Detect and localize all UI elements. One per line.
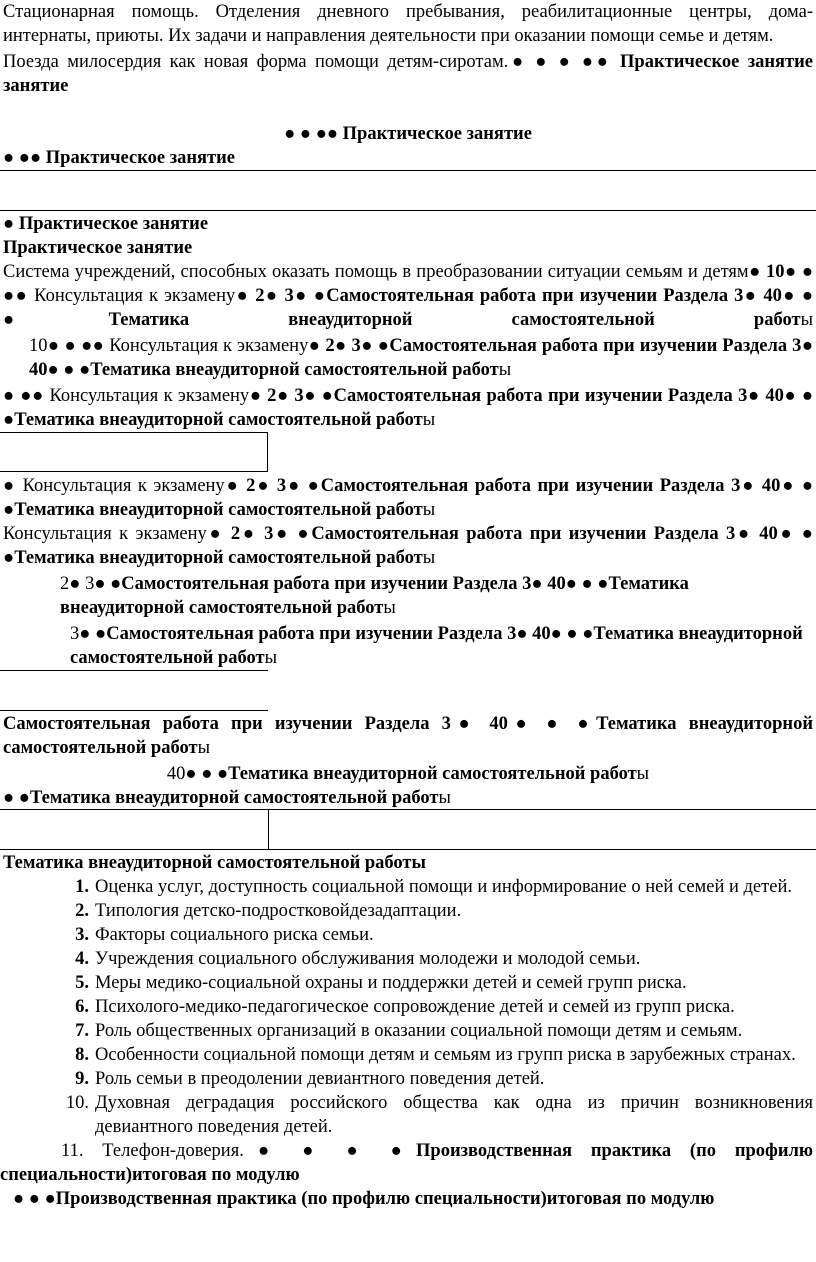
production-practice-label-cont: специальности)итоговая по модулю bbox=[0, 1165, 300, 1185]
list-item bbox=[3, 1019, 813, 1043]
bullet-dots: ● 40● ● ● bbox=[29, 336, 813, 380]
bullet-dots: ● 10● ● ●● bbox=[3, 262, 814, 306]
theme-label: Тематика внеаудиторной самостоятельной работ bbox=[14, 548, 423, 568]
self-work-label: Самостоятельная работа при изучении Раздела 3 bbox=[3, 714, 451, 734]
theme-label: Тематика внеаудиторной самостоятельной работ bbox=[14, 500, 423, 520]
bullet-dots: ● 40● ● ● bbox=[3, 386, 813, 430]
theme-label: Тематика внеаудиторной самостоятельной работ bbox=[14, 410, 423, 430]
self-work-label: Самостоятельная работа при изучении Раздела 3 bbox=[320, 476, 741, 496]
list-text: Телефон-доверия. bbox=[102, 1141, 244, 1161]
intro-paragraph: Стационарная помощь. Отделения дневного пребывания, реабилитационные центры, дома-интернаты, приюты. Их задачи и направления деятельности при оказании помощи семье и детям. bbox=[3, 2, 813, 46]
consult-line bbox=[3, 384, 813, 432]
practice-line bbox=[3, 146, 813, 170]
number: 40 bbox=[166, 764, 186, 784]
bullet-dots: ● ● bbox=[94, 574, 122, 594]
theme-line-centered bbox=[3, 762, 813, 786]
empty-box bbox=[0, 432, 268, 472]
list-item bbox=[3, 923, 813, 947]
theme-label-tail: ы bbox=[498, 360, 512, 380]
theme-heading bbox=[3, 851, 813, 875]
bullet-dots: ● ● ● bbox=[185, 764, 229, 784]
bullet-dots: ● 40● ● ● bbox=[531, 574, 609, 594]
list-item bbox=[3, 899, 813, 923]
self-work-line bbox=[3, 572, 813, 620]
practice-label: Практическое занятие bbox=[18, 214, 209, 234]
vertical-divider bbox=[268, 809, 269, 849]
bullet-dots: ● 40● ● ● bbox=[516, 624, 594, 644]
list-number: 4. bbox=[75, 949, 89, 969]
consult-label: Консультация к экзамену bbox=[34, 286, 236, 306]
practice-label: Практическое занятие bbox=[342, 124, 532, 144]
theme-label-tail: ы bbox=[197, 738, 210, 758]
self-work-label: Самостоятельная работа при изучении Раздела 3 bbox=[106, 624, 517, 644]
bullet-dots: ● ● bbox=[79, 624, 107, 644]
production-practice-label: Производственная практика (по профилю специальности)итоговая по модулю bbox=[55, 1189, 715, 1209]
bullet-dots: ● ● ●● bbox=[284, 124, 339, 144]
theme-label-tail: ы bbox=[438, 788, 451, 808]
bullet-dots: ● ● ● ●● bbox=[508, 52, 612, 72]
theme-label: Тематика внеаудиторной самостоятельной работ bbox=[108, 310, 801, 330]
list-number: 6. bbox=[75, 997, 89, 1017]
theme-label-tail: ы bbox=[422, 548, 436, 568]
bullet-dots: ● ● ● bbox=[13, 1189, 56, 1209]
topics-list-container bbox=[0, 875, 814, 1211]
theme-label: Тематика внеаудиторной самостоятельной работ bbox=[90, 360, 499, 380]
theme-label: Тематика внеаудиторной самостоятельной работ bbox=[70, 624, 803, 668]
number: 10 bbox=[29, 336, 48, 356]
bullet-dots: ● 40● ● ● bbox=[3, 286, 813, 330]
theme-label: Тематика внеаудиторной самостоятельной работ bbox=[29, 788, 439, 808]
consult-line bbox=[3, 522, 813, 570]
self-work-label: Самостоятельная работа при изучении Раздела 3 bbox=[311, 524, 736, 544]
production-practice-label: Производственная практика (по профилю bbox=[416, 1141, 814, 1161]
bullet-dots: ● ● ● ● bbox=[243, 1141, 417, 1161]
consult-label: Консультация к экзамену bbox=[3, 524, 207, 544]
bullet-dots: ● 40● ● ● bbox=[450, 714, 597, 734]
self-work-label: Самостоятельная работа при изучении Раздела 3 bbox=[333, 386, 748, 406]
self-work-label: Самостоятельная работа при изучении Раздела 3 bbox=[389, 336, 802, 356]
list-number: 3. bbox=[75, 925, 89, 945]
list-item bbox=[3, 947, 813, 971]
bullet-dots: ● bbox=[3, 476, 17, 496]
bullet-dots: ● ●● bbox=[3, 386, 45, 406]
list-number: 2. bbox=[75, 901, 89, 921]
list-text: Оценка услуг, доступность социальной помощи и информирование о ней семей и детей. bbox=[95, 877, 792, 897]
horizontal-rule bbox=[0, 710, 268, 711]
theme-label-tail: ы bbox=[636, 764, 650, 784]
list-number: 5. bbox=[75, 973, 89, 993]
self-work-line bbox=[3, 712, 813, 760]
theme-label-tail: ы bbox=[422, 500, 436, 520]
practice-line bbox=[3, 236, 813, 260]
list-item bbox=[3, 1067, 813, 1091]
last-topic bbox=[3, 1139, 813, 1163]
number: 3 bbox=[85, 574, 95, 594]
list-text: Типология детско-подростковойдезадаптации. bbox=[95, 901, 462, 921]
list-text: Особенности социальной помощи детям и семьям из групп риска в зарубежных странах. bbox=[95, 1045, 796, 1065]
consult-line bbox=[3, 474, 813, 522]
list-number: 10. bbox=[65, 1093, 89, 1113]
list-text: Роль семьи в преодолении девиантного поведения детей. bbox=[95, 1069, 545, 1089]
consult-line bbox=[3, 334, 813, 382]
self-work-label: Самостоятельная работа при изучении Раздела 3 bbox=[326, 286, 744, 306]
bullet-dots: ● bbox=[3, 214, 15, 234]
list-item bbox=[3, 1091, 813, 1139]
list-item bbox=[3, 995, 813, 1019]
practice-line-centered bbox=[3, 122, 813, 146]
bullet-dots: ● 40● ● ● bbox=[3, 476, 813, 520]
system-text: Система учреждений, способных оказать помощь в преобразовании ситуации семьям и детям bbox=[3, 262, 749, 282]
theme-label: Тематика внеаудиторной самостоятельной работ bbox=[60, 574, 689, 618]
horizontal-rule bbox=[0, 809, 816, 810]
horizontal-rule bbox=[0, 170, 816, 171]
self-work-line bbox=[3, 622, 813, 670]
list-text: Факторы социального риска семьи. bbox=[95, 925, 374, 945]
theme-line bbox=[3, 786, 813, 810]
practice-label: Практическое занятие bbox=[3, 238, 193, 258]
practice-label: Практическое занятие bbox=[45, 148, 236, 168]
self-work-label: Самостоятельная работа при изучении Раздела 3 bbox=[121, 574, 532, 594]
practice-label-cont: занятие bbox=[3, 76, 69, 96]
practice-line bbox=[3, 212, 813, 236]
horizontal-rule bbox=[0, 849, 816, 850]
list-text: Учреждения социального обслуживания молодежи и молодой семьи. bbox=[95, 949, 641, 969]
bullet-dots: ● 2● 3● ● bbox=[224, 476, 321, 496]
number: 3 bbox=[70, 624, 80, 644]
list-number: 11. bbox=[61, 1141, 84, 1161]
consult-label: Консультация к экзамену bbox=[49, 386, 250, 406]
list-number: 7. bbox=[75, 1021, 89, 1041]
list-item bbox=[3, 1043, 813, 1067]
list-text: Роль общественных организаций в оказании социальной помощи детям и семьям. bbox=[95, 1021, 743, 1041]
list-text: Психолого-медико-педагогическое сопровождение детей и семей из групп риска. bbox=[95, 997, 735, 1017]
list-item bbox=[3, 875, 813, 899]
theme-label: Тематика внеаудиторной самостоятельной работ bbox=[228, 764, 637, 784]
bullet-dots: ● 2● 3● ● bbox=[206, 524, 312, 544]
theme-heading-text: Тематика внеаудиторной самостоятельной работы bbox=[3, 853, 426, 873]
system-paragraph bbox=[3, 260, 813, 332]
bullet-dots: ● ● ●● bbox=[47, 336, 105, 356]
bullet-dots: ● ●● bbox=[3, 148, 42, 168]
bullet-dots: ● 2● 3● ● bbox=[308, 336, 390, 356]
list-text: Меры медико-социальной охраны и поддержки детей и семей групп риска. bbox=[95, 973, 687, 993]
horizontal-rule bbox=[0, 210, 816, 211]
bullet-dots: ● 2● 3● ● bbox=[249, 386, 334, 406]
theme-label-tail: ы bbox=[800, 310, 813, 330]
list-number: 8. bbox=[75, 1045, 89, 1065]
practice-label: Практическое занятие bbox=[620, 52, 814, 72]
intro-block bbox=[3, 0, 813, 98]
bullet-dots: ● 2● 3● ● bbox=[235, 286, 327, 306]
consult-label: Консультация к экзамену bbox=[22, 476, 225, 496]
consult-label: Консультация к экзамену bbox=[109, 336, 309, 356]
list-number: 1. bbox=[75, 877, 89, 897]
trains-text: Поезда милосердия как новая форма помощи детям-сиротам. bbox=[3, 52, 509, 72]
number: 2 bbox=[60, 574, 70, 594]
theme-label: Тематика внеаудиторной самостоятельной работ bbox=[3, 714, 813, 758]
theme-label-tail: ы bbox=[264, 648, 277, 668]
list-item bbox=[3, 971, 813, 995]
theme-label-tail: ы bbox=[383, 598, 396, 618]
horizontal-rule bbox=[0, 670, 268, 671]
bullet-dots: ● ● bbox=[3, 788, 30, 808]
trains-paragraph bbox=[3, 50, 813, 74]
theme-label-tail: ы bbox=[422, 410, 436, 430]
bullet-dots: ● bbox=[69, 574, 86, 594]
bullet-dots: ● 40● ● ● bbox=[3, 524, 813, 568]
topics-list bbox=[3, 875, 813, 1139]
list-number: 9. bbox=[75, 1069, 89, 1089]
list-text: Духовная деградация российского общества как одна из причин возникновения девиантного поведения детей. bbox=[95, 1093, 813, 1137]
